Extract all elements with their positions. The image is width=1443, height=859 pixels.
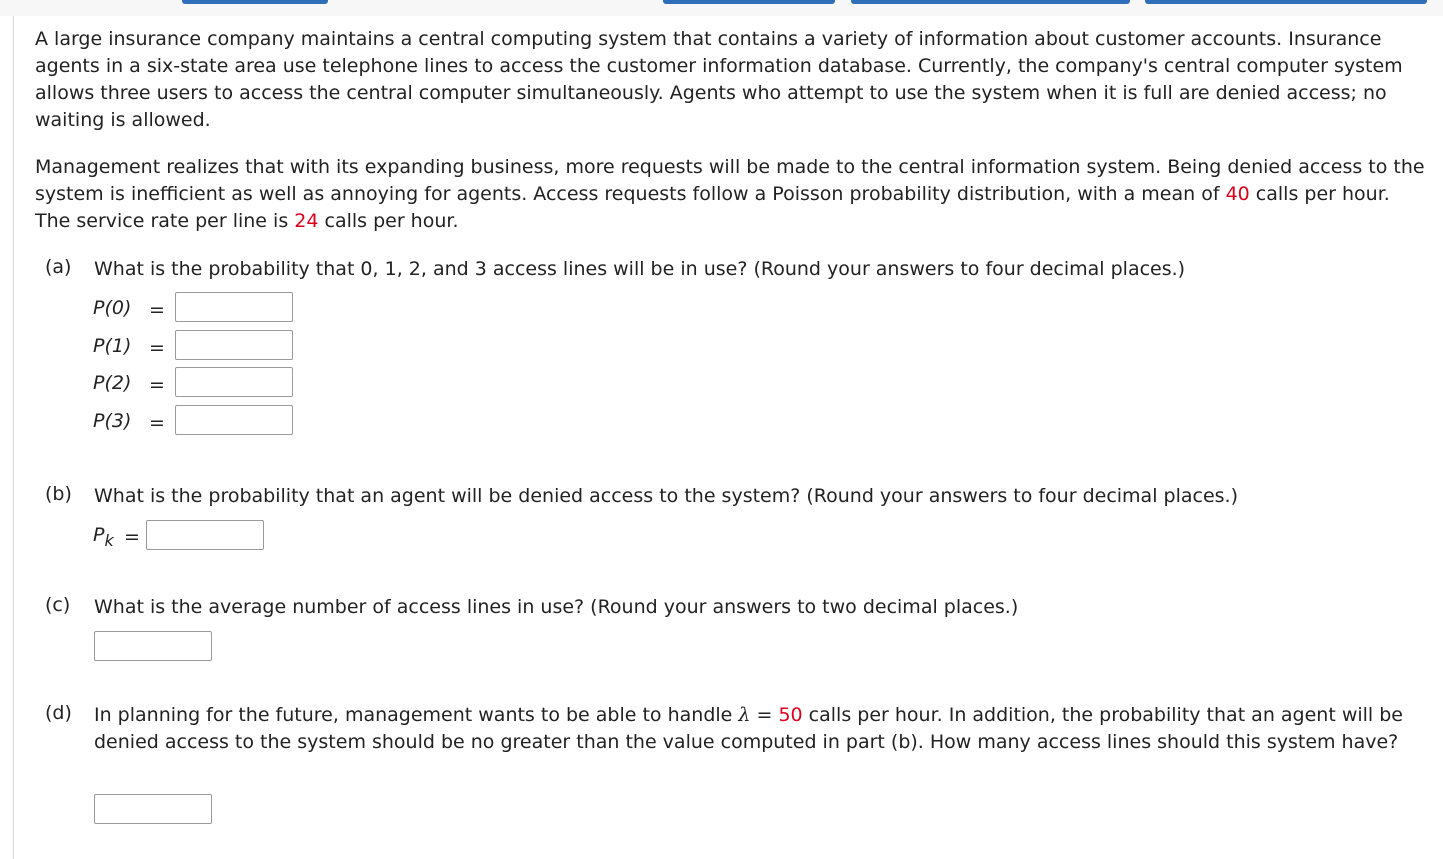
part-b-label: (b) (45, 483, 72, 505)
new-arrival-rate-value: 50 (778, 704, 803, 726)
part-c-label: (c) (45, 594, 71, 616)
lambda-symbol: λ (738, 704, 751, 726)
problem-paragraph-2 (35, 154, 1430, 235)
paragraph-2-text-a: Management realizes that with its expanding business, more requests will be made to the central information system. Being denied access to the system is inefficient as well as annoying for agents. Access requests follow a Poisson probability distribution, with a mean of (35, 156, 1425, 205)
p2-input[interactable] (175, 367, 293, 397)
part-a-question: What is the probability that 0, 1, 2, and 3 access lines will be in use? (Round your answers to four decimal places.) (94, 258, 1186, 280)
p3-equals: = (149, 412, 165, 434)
tab-indicator-2[interactable] (663, 0, 835, 4)
access-lines-input[interactable] (94, 794, 212, 824)
pk-var: P (93, 524, 105, 546)
part-d-text-a: In planning for the future, management wants to be able to handle (94, 704, 739, 726)
p1-equals: = (149, 337, 165, 359)
tab-indicator-1[interactable] (182, 0, 328, 4)
p0-equals: = (149, 299, 165, 321)
p0-label: P(0) (93, 297, 132, 319)
part-a-label: (a) (45, 256, 72, 278)
p3-input[interactable] (175, 405, 293, 435)
p0-input[interactable] (175, 292, 293, 322)
tab-indicator-3[interactable] (851, 0, 1130, 4)
p2-equals: = (149, 374, 165, 396)
p3-label: P(3) (93, 410, 132, 432)
p1-label: P(1) (93, 335, 132, 357)
pk-label (93, 524, 114, 550)
p2-label: P(2) (93, 372, 132, 394)
pk-input[interactable] (146, 520, 264, 550)
pk-equals: = (124, 526, 140, 548)
service-rate-value: 24 (294, 210, 319, 232)
arrival-rate-value: 40 (1225, 183, 1250, 205)
average-lines-input[interactable] (94, 631, 212, 661)
tab-indicator-4[interactable] (1145, 0, 1427, 4)
part-d-text-b: calls per hour. In addition, the probability that an agent will be denied access to the system should be no greater than the value computed in part (b). How many access lines should this system have? (94, 704, 1403, 753)
problem-paragraph-1: A large insurance company maintains a central computing system that contains a variety of information about customer accounts. Insurance agents in a six-state area use telephone lines to access the customer information database. Currently, the company's central computer system allows three users to access the central computer simultaneously. Agents who attempt to use the system when it is full are denied access; no waiting is allowed. (35, 28, 1403, 131)
part-d-equals: = (750, 704, 779, 726)
pk-subscript: k (104, 530, 114, 550)
p1-input[interactable] (175, 330, 293, 360)
top-bar (0, 0, 1443, 16)
part-c-question: What is the average number of access lines in use? (Round your answers to two decimal places.) (94, 596, 1019, 618)
part-d-question (94, 702, 1434, 756)
part-b-question: What is the probability that an agent will be denied access to the system? (Round your answers to four decimal places.) (94, 485, 1238, 507)
part-d-label: (d) (45, 702, 72, 724)
paragraph-2-text-c: calls per hour. (318, 210, 459, 232)
paragraph-2-text-b: calls per hour. The service rate per line is (35, 183, 1390, 232)
